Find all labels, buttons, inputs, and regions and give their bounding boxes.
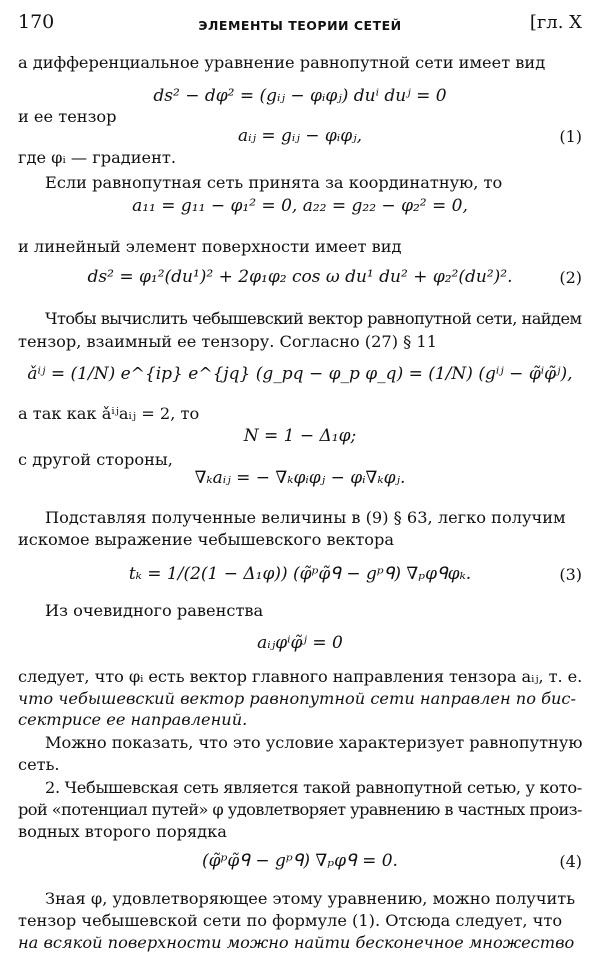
text-line: следует, что φᵢ есть вектор главного направления тензора aᵢⱼ, т. е.	[18, 667, 583, 686]
formula-coordinates: a₁₁ = g₁₁ − φ₁² = 0, a₂₂ = g₂₂ − φ₂² = 0,	[132, 196, 468, 216]
equation-number: (4)	[559, 852, 582, 871]
text-line: искомое выражение чебышевского вектора	[18, 530, 395, 549]
formula-line-element: ds² = φ₁²(du¹)² + 2φ₁φ₂ cos ω du¹ du² + φ₂²(du²)².	[87, 267, 513, 287]
text-line: где φᵢ — градиент.	[18, 148, 176, 167]
text-line: и ее тензор	[18, 107, 117, 126]
text-line: сеть.	[18, 755, 60, 774]
text-line: тензор, взаимный ее тензору. Согласно (27) § 11	[18, 332, 438, 351]
text-line: тензор чебышевской сети по формуле (1). Отсюда следует, что	[18, 911, 563, 930]
equation-number: (3)	[559, 565, 582, 584]
formula-reciprocal-tensor: ǎⁱʲ = (1/N) e^{ip} e^{jq} (g_pq − φ_p φ_q) = (1/N) (gⁱʲ − φ̃ⁱφ̃ʲ),	[27, 364, 573, 384]
text-line: водных второго порядка	[18, 822, 227, 841]
page-header	[18, 10, 582, 36]
formula-derivative: ∇ₖaᵢⱼ = − ∇ₖφᵢφⱼ − φᵢ∇ₖφⱼ.	[194, 468, 406, 488]
equation-number: (2)	[559, 268, 582, 287]
formula-chebyshev-vector: tₖ = 1/(2(1 − Δ₁φ)) (φ̃ᵖφ̃ᑫ − gᵖᑫ) ∇ₚφᑫφₖ.	[128, 564, 472, 584]
text-line: и линейный элемент поверхности имеет вид	[18, 237, 402, 256]
text-line: Из очевидного равенства	[45, 601, 264, 620]
formula-net-equation: ds² − dφ² = (gᵢⱼ − φᵢφⱼ) duⁱ duʲ = 0	[153, 86, 447, 106]
page-number: 170	[18, 11, 55, 33]
text-line: Чтобы вычислить чебышевский вектор равнопутной сети, найдем	[45, 309, 582, 328]
text-line: а так как ǎⁱʲaᵢⱼ = 2, то	[18, 404, 200, 423]
text-line: Если равнопутная сеть принята за координатную, то	[45, 173, 503, 192]
text-line: а дифференциальное уравнение равнопутной сети имеет вид	[18, 53, 546, 72]
formula-pde: (φ̃ᵖφ̃ᑫ − gᵖᑫ) ∇ₚφᑫ = 0.	[202, 851, 398, 871]
formula-tensor: aᵢⱼ = gᵢⱼ − φᵢφⱼ,	[237, 126, 363, 146]
text-line: рой «потенциал путей» φ удовлетворяет уравнению в частных произ-	[18, 800, 582, 819]
chapter-mark: [гл. X	[529, 12, 582, 33]
text-line: Можно показать, что это условие характеризует равнопутную	[45, 733, 583, 752]
formula-obvious-equality: aᵢⱼφⁱφ̃ʲ = 0	[257, 633, 343, 653]
text-line: что чебышевский вектор равнопутной сети направлен по бис-	[18, 689, 576, 708]
text-line: сектрисе ее направлений.	[18, 710, 248, 729]
running-title: ЭЛЕМЕНТЫ ТЕОРИИ СЕТЕЙ	[198, 18, 402, 33]
text-line: на всякой поверхности можно найти бесконечное множество	[18, 933, 575, 952]
text-line: Зная φ, удовлетворяющее этому уравнению, можно получить	[45, 889, 576, 908]
text-line: с другой стороны,	[18, 450, 173, 469]
equation-number: (1)	[559, 127, 582, 146]
formula-N: N = 1 − Δ₁φ;	[243, 426, 357, 446]
text-line: Подставляя полученные величины в (9) § 63, легко получим	[45, 508, 566, 527]
text-line: 2. Чебышевская сеть является такой равнопутной сетью, у кото-	[45, 778, 582, 797]
